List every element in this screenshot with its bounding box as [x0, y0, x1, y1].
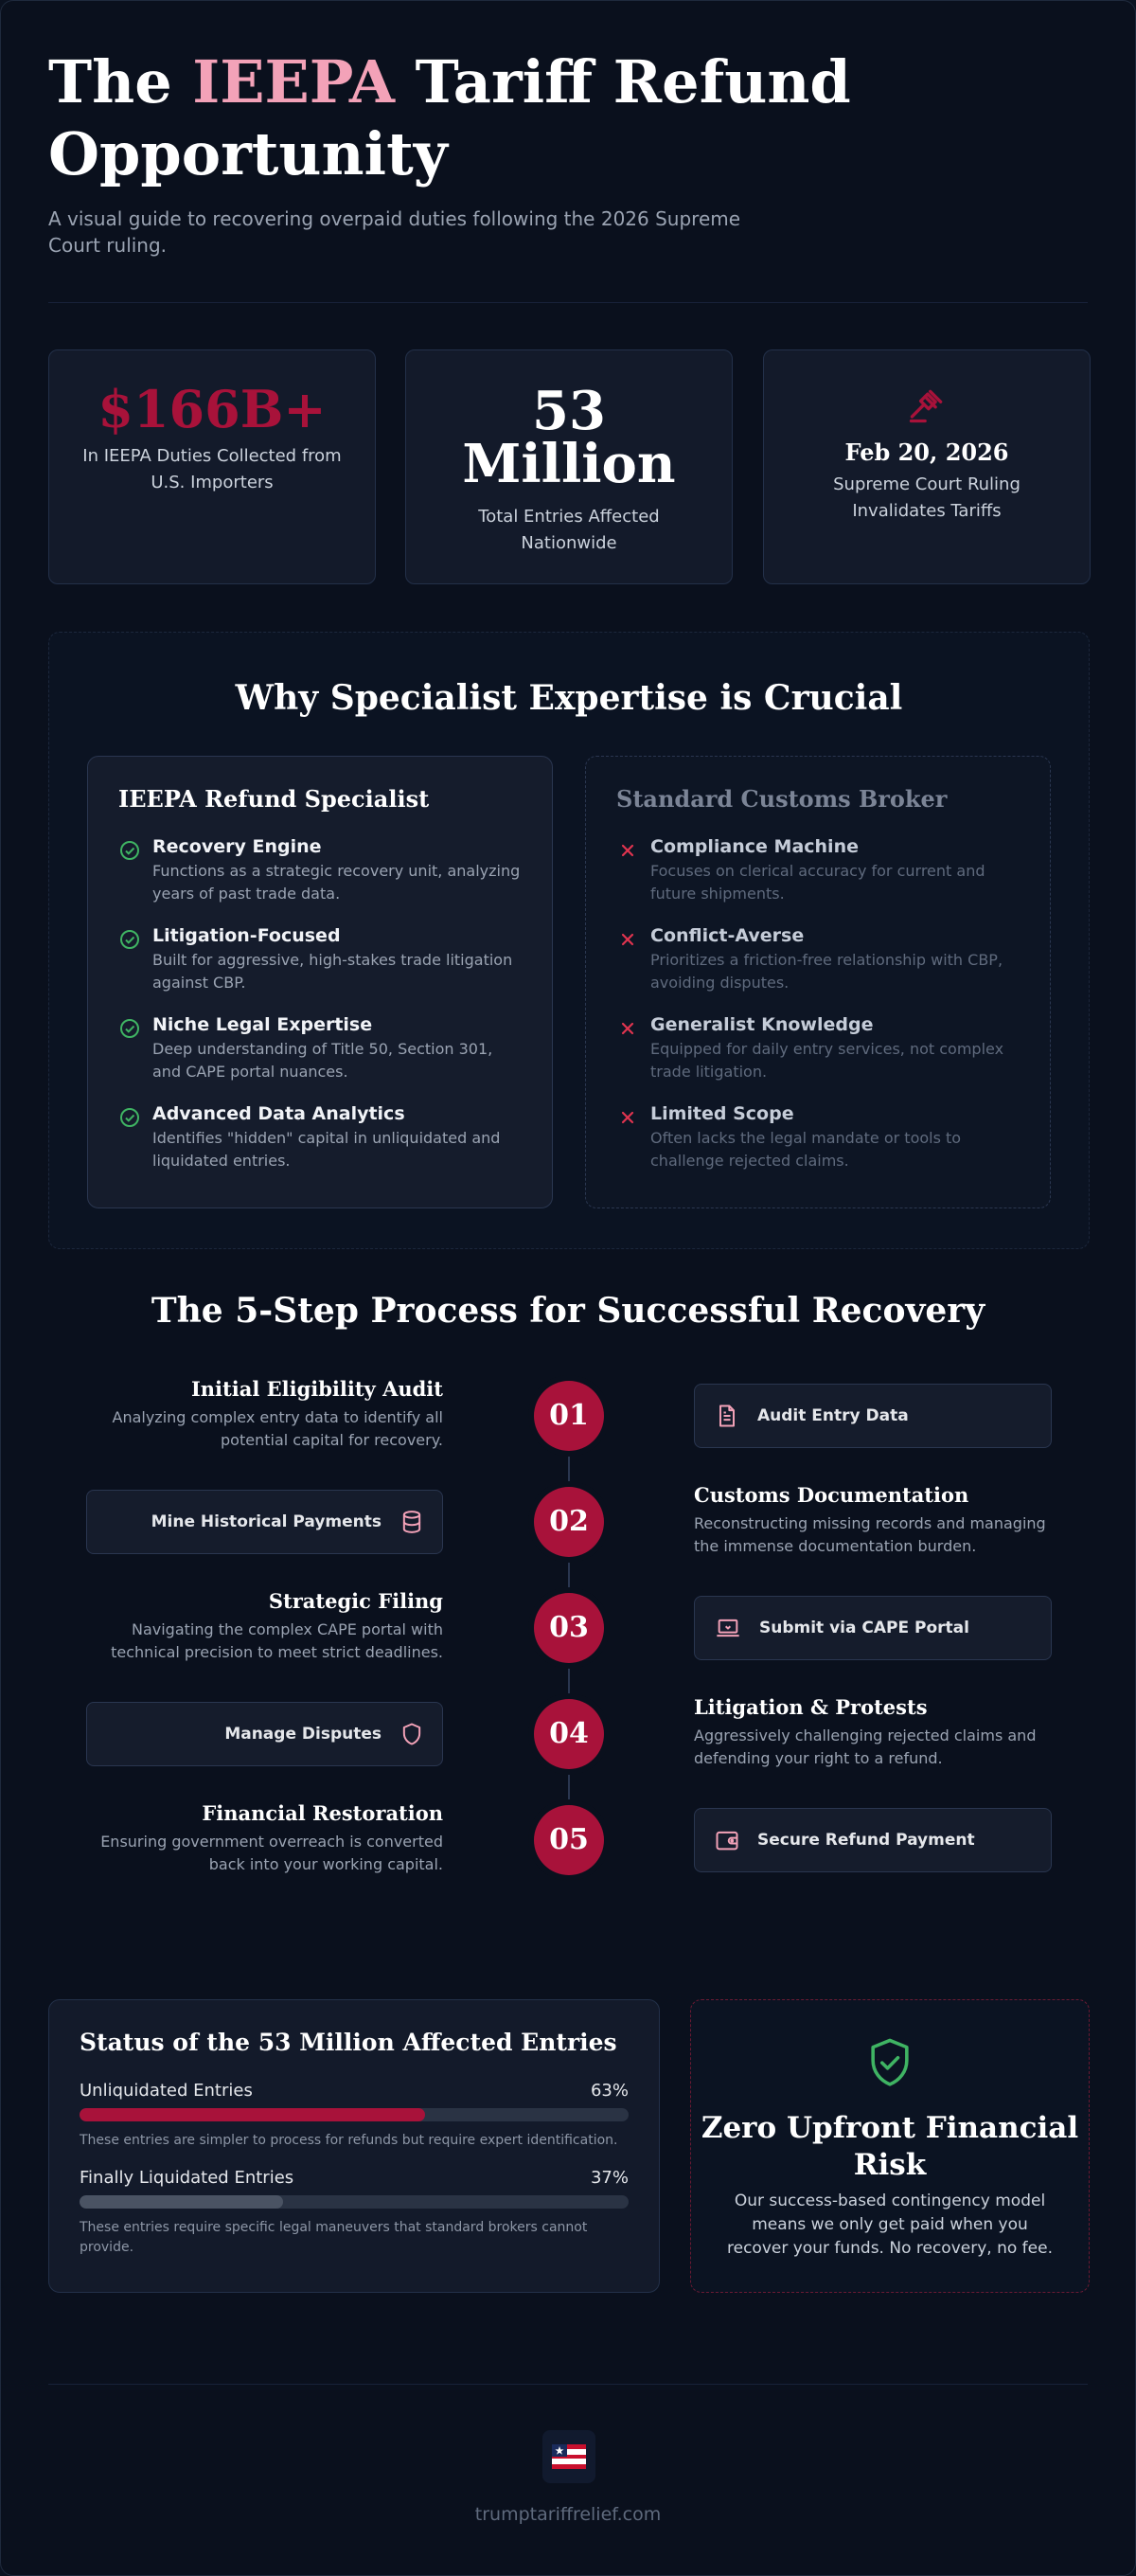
broker-item: [616, 1013, 1020, 1083]
bar-liquidated-value: 37%: [590, 2168, 629, 2188]
specialist-item: [118, 1013, 522, 1083]
broker-item-desc: Focuses on clerical accuracy for current and future shipments.: [650, 862, 985, 903]
wallet-icon: [714, 1827, 740, 1853]
specialist-item-desc: Identifies "hidden" capital in unliquidated and liquidated entries.: [152, 1129, 501, 1170]
step-3-desc: Navigating the complex CAPE portal with technical precision to meet strict deadlines.: [111, 1620, 443, 1661]
document-icon: [714, 1403, 740, 1429]
bar-liquidated-track: [80, 2195, 629, 2209]
bar-unliquidated-track: [80, 2108, 629, 2121]
stat-value-entries-line2: Million: [462, 433, 676, 495]
status-card: [48, 1999, 660, 2293]
gavel-icon: [764, 385, 1090, 426]
step-5-action[interactable]: [694, 1808, 1052, 1872]
broker-item-title: Compliance Machine: [650, 836, 859, 857]
title-pre: The: [48, 47, 193, 116]
broker-item-title: Limited Scope: [650, 1103, 794, 1124]
bar-unliquidated-note: These entries are simpler to process for refunds but require expert identification.: [80, 2133, 618, 2148]
step-2-desc: Reconstructing missing records and managing the immense documentation burden.: [694, 1514, 1046, 1555]
broker-item: [616, 924, 1020, 994]
step-3-title: Strategic Filing: [268, 1589, 443, 1613]
bar-liquidated-label: Finally Liquidated Entries: [80, 2168, 294, 2188]
stat-label-ruling: Supreme Court Ruling Invalidates Tariffs: [833, 474, 1021, 521]
check-circle-icon: [118, 1013, 152, 1044]
x-icon: [616, 1102, 650, 1133]
step-2-info: [694, 1482, 1052, 1558]
x-icon: [616, 924, 650, 955]
check-circle-icon: [118, 1102, 152, 1133]
specialist-item-desc: Built for aggressive, high-stakes trade litigation against CBP.: [152, 951, 513, 992]
page-subtitle: A visual guide to recovering overpaid duties following the 2026 Supreme Court ruling.: [48, 207, 741, 257]
specialist-item-title: Niche Legal Expertise: [152, 1014, 373, 1035]
specialist-item-title: Advanced Data Analytics: [152, 1103, 405, 1124]
step-5-title: Financial Restoration: [202, 1801, 443, 1825]
step-3-action[interactable]: [694, 1596, 1052, 1660]
step-2-action-label: Mine Historical Payments: [151, 1512, 382, 1531]
step-4-desc: Aggressively challenging rejected claims and defending your right to a refund.: [694, 1726, 1037, 1767]
check-circle-icon: [118, 835, 152, 866]
page-title: [48, 46, 900, 190]
step-1-action-label: Audit Entry Data: [757, 1406, 909, 1425]
step-4-number: 04: [534, 1699, 604, 1769]
broker-item: [616, 1102, 1020, 1172]
step-2-number: 02: [534, 1487, 604, 1557]
specialist-item: [118, 835, 522, 905]
comparison-title: Why Specialist Expertise is Crucial: [235, 678, 903, 718]
step-5-desc: Ensuring government overreach is converted back into your working capital.: [100, 1833, 443, 1873]
bar-unliquidated-label: Unliquidated Entries: [80, 2081, 253, 2101]
title-highlight: IEEPA: [192, 47, 395, 116]
broker-column: [585, 756, 1051, 1208]
us-flag-icon: [542, 2430, 595, 2483]
shield-check-icon: [691, 2036, 1089, 2095]
bar-liquidated: [80, 2168, 629, 2258]
specialist-column: [87, 756, 553, 1208]
broker-item-desc: Often lacks the legal mandate or tools to challenge rejected claims.: [650, 1129, 962, 1170]
step-4-title: Litigation & Protests: [694, 1695, 928, 1719]
x-icon: [616, 835, 650, 866]
step-5-action-label: Secure Refund Payment: [757, 1831, 975, 1850]
comparison-section: [48, 632, 1090, 1249]
risk-card: [690, 1999, 1090, 2293]
x-icon: [616, 1013, 650, 1044]
status-title: Status of the 53 Million Affected Entries: [80, 2029, 617, 2056]
step-1-info: [86, 1376, 443, 1452]
step-2-title: Customs Documentation: [694, 1483, 969, 1507]
step-1-number: 01: [534, 1381, 604, 1451]
stat-card-ruling: [763, 349, 1091, 584]
risk-title: Zero Upfront Financial Risk: [701, 2111, 1079, 2182]
footer-divider: [48, 2384, 1088, 2385]
specialist-item-desc: Functions as a strategic recovery unit, analyzing years of past trade data.: [152, 862, 521, 903]
broker-item-desc: Prioritizes a friction-free relationship with CBP, avoiding disputes.: [650, 951, 1003, 992]
process-title: The 5-Step Process for Successful Recovery: [151, 1291, 985, 1331]
bar-unliquidated: [80, 2081, 629, 2151]
specialist-item: [118, 924, 522, 994]
check-circle-icon: [118, 924, 152, 955]
footer-url[interactable]: trumptariffrelief.com: [474, 2504, 662, 2525]
step-1-title: Initial Eligibility Audit: [190, 1377, 443, 1401]
stat-card-duties: [48, 349, 376, 584]
step-2-action[interactable]: [86, 1490, 443, 1554]
step-1-action[interactable]: [694, 1384, 1052, 1448]
step-4-action-label: Manage Disputes: [224, 1725, 382, 1744]
step-4-action[interactable]: [86, 1702, 443, 1766]
database-icon: [399, 1509, 425, 1535]
bar-liquidated-fill: [80, 2195, 283, 2209]
bar-unliquidated-fill: [80, 2108, 425, 2121]
step-1-desc: Analyzing complex entry data to identify all potential capital for recovery.: [112, 1408, 443, 1449]
bar-liquidated-note: These entries require specific legal maneuvers that standard brokers cannot provide.: [80, 2220, 588, 2255]
stat-label-entries: Total Entries Affected Nationwide: [478, 507, 660, 553]
header-divider: [48, 302, 1088, 303]
laptop-icon: [714, 1615, 742, 1641]
specialist-item-title: Recovery Engine: [152, 836, 322, 857]
broker-item: [616, 835, 1020, 905]
step-5-info: [86, 1800, 443, 1876]
title-post: Tariff Refund Opportunity: [48, 47, 851, 188]
stat-card-entries: [405, 349, 733, 584]
broker-heading: Standard Customs Broker: [616, 785, 948, 813]
broker-item-desc: Equipped for daily entry services, not complex trade litigation.: [650, 1040, 1004, 1081]
shield-icon: [399, 1721, 425, 1747]
stat-value-entries: [406, 380, 732, 495]
stat-value-duties: $166B+: [98, 379, 327, 439]
specialist-item-title: Litigation-Focused: [152, 925, 341, 946]
specialist-item: [118, 1102, 522, 1172]
step-4-info: [694, 1694, 1052, 1770]
risk-desc: Our success-based contingency model means we only get paid when you recover your funds. No recovery, no fee.: [727, 2191, 1053, 2258]
step-3-info: [86, 1588, 443, 1664]
specialist-heading: IEEPA Refund Specialist: [118, 785, 430, 813]
step-5-number: 05: [534, 1805, 604, 1875]
stat-value-ruling: Feb 20, 2026: [844, 438, 1009, 466]
stat-label-duties: In IEEPA Duties Collected from U.S. Importers: [82, 446, 342, 492]
stat-value-entries-line1: 53: [532, 380, 606, 442]
broker-item-title: Generalist Knowledge: [650, 1014, 874, 1035]
bar-unliquidated-value: 63%: [590, 2081, 629, 2101]
step-3-action-label: Submit via CAPE Portal: [759, 1619, 969, 1637]
broker-item-title: Conflict-Averse: [650, 925, 805, 946]
step-3-number: 03: [534, 1593, 604, 1663]
specialist-item-desc: Deep understanding of Title 50, Section 301, and CAPE portal nuances.: [152, 1040, 493, 1081]
